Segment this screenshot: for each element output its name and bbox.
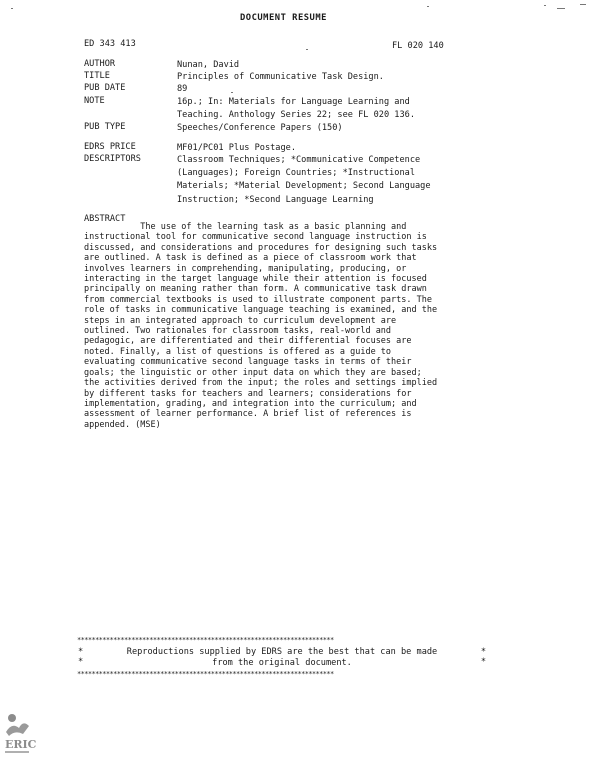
border-mark-right-1: * <box>480 647 486 657</box>
field-edrsprice-value: MF01/PC01 Plus Postage. <box>177 143 296 153</box>
border-mark-left-2: * <box>78 657 84 667</box>
reproduction-border-top: *********************************************************************** <box>77 636 334 644</box>
field-descriptors-label: DESCRIPTORS <box>84 154 141 164</box>
field-author-label: AUTHOR <box>84 59 116 69</box>
field-note-value: 16p.; In: Materials for Language Learning and Teaching. Anthology Series 22; see FL 020 136. <box>177 97 415 121</box>
field-author-value: Nunan, David <box>177 60 240 70</box>
border-mark-right-2: * <box>480 657 486 667</box>
scan-speck <box>557 8 565 9</box>
scan-speck <box>544 5 546 6</box>
reproduction-notice <box>78 647 486 668</box>
reproduction-line-2: from the original document. <box>212 657 352 668</box>
reproduction-line-1: Reproductions supplied by EDRS are the best that can be made <box>126 647 438 657</box>
field-pubtype-value: Speeches/Conference Papers (150) <box>177 123 343 133</box>
scan-speck <box>580 4 586 5</box>
field-pubdate-label: PUB DATE <box>84 83 126 93</box>
abstract-heading: ABSTRACT <box>84 214 126 224</box>
scan-speck <box>11 8 13 9</box>
field-pubdate-value: 89 <box>177 84 188 94</box>
abstract-text: The use of the learning task as a basic planning and instructional tool for communicative second language instruction is discussed, and considerations and procedures for designing such tasks are outlined. A task is defined as a piece of classroom work that involves learners in comprehending, manipulating, producing, or interacting in the target language while their attention is focused principally on meaning rather than form. A communicative task drawn from commercial textbooks is used to illustrate component parts. The role of tasks in communicative language teaching is examined, and the steps in an integrated approach to curriculum development are outlined. Two rationales for classroom tasks, real-world and pedagogic, are differentiated and their differential focuses are noted. Finally, a list of questions is offered as a guide to evaluating communicative second language tasks in terms of their goals; the linguistic or other input data on which they are based; the activities derived from the input; the roles and settings implied by different tasks for teachers and learners; considerations for implementation, grading, and integration into the curriculum; and assessment of learner performance. A brief list of references is appended. (MSE) <box>84 222 438 430</box>
document-title: DOCUMENT RESUME <box>240 13 327 23</box>
clearinghouse-number: FL 020 140 <box>392 41 444 51</box>
reproduction-border-bottom: *********************************************************************** <box>77 670 334 678</box>
field-descriptors-value: Classroom Techniques; *Communicative Competence (Languages); Foreign Countries; *Instructional Materials; *Material Development; Second Language Instruction; *Second Language Learning <box>177 155 431 205</box>
eric-logo-icon <box>3 712 37 756</box>
field-note-label: NOTE <box>84 96 105 106</box>
field-edrsprice-label: EDRS PRICE <box>84 142 136 152</box>
eric-logo <box>3 712 37 756</box>
scan-speck <box>231 92 233 93</box>
border-mark-left-1: * <box>78 647 84 657</box>
field-title-label: TITLE <box>84 71 110 81</box>
scan-speck <box>427 6 429 7</box>
accession-number: ED 343 413 <box>84 39 136 49</box>
field-title-value: Principles of Communicative Task Design. <box>177 72 384 82</box>
svg-text:ERIC: ERIC <box>5 738 37 751</box>
field-pubtype-label: PUB TYPE <box>84 122 126 132</box>
scan-speck <box>306 49 308 50</box>
